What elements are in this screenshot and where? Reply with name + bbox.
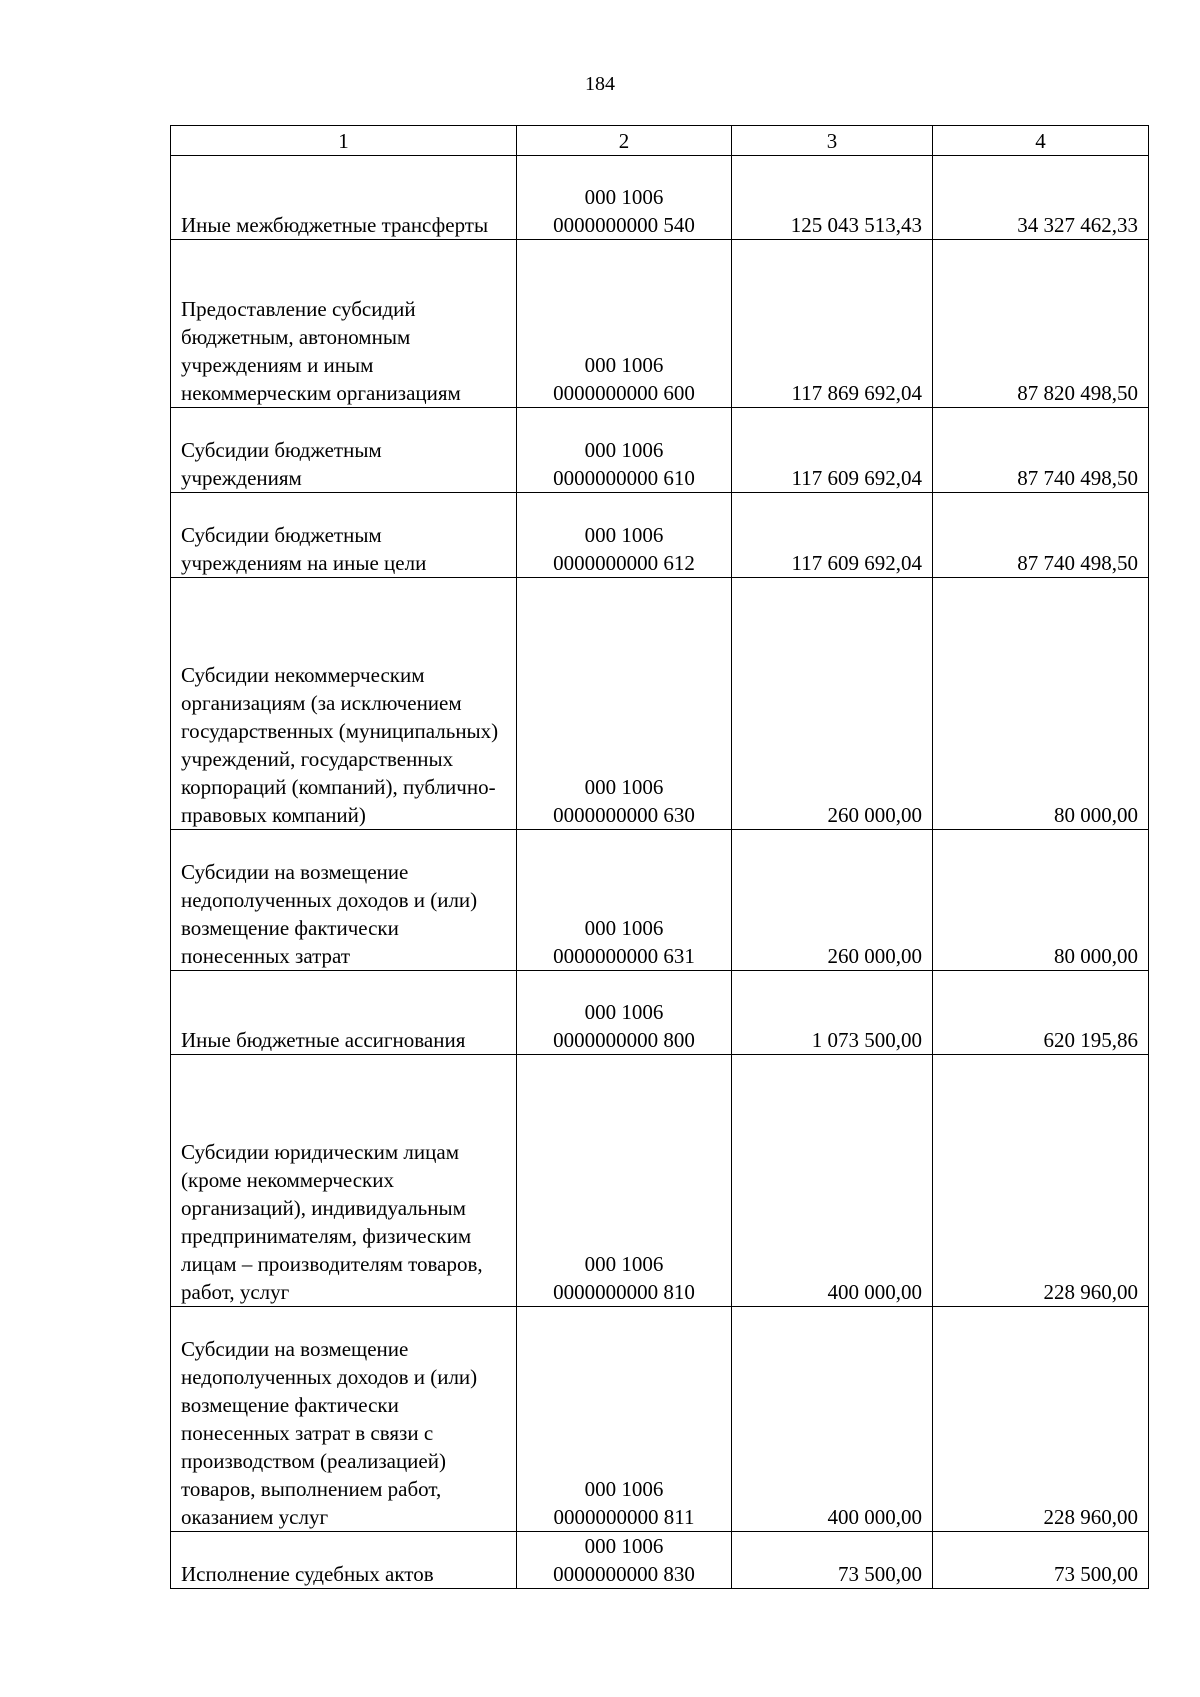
row-amount-col3: 117 869 692,04 [732,240,933,408]
row-code [517,830,732,971]
row-name: Исполнение судебных актов [171,1532,517,1589]
row-code [517,156,732,240]
row-amount-col4: 34 327 462,33 [933,156,1149,240]
row-code-target: 0000000000 810 [553,1280,695,1304]
row-code [517,578,732,830]
table-row [171,493,1149,578]
row-amount-col3: 125 043 513,43 [732,156,933,240]
row-name: Иные бюджетные ассигнования [171,971,517,1055]
column-header: 1 [171,126,517,156]
row-amount-col3: 260 000,00 [732,578,933,830]
row-code [517,1532,732,1589]
table-row [171,971,1149,1055]
row-amount-col4: 228 960,00 [933,1055,1149,1307]
row-code-section: 000 1006 [584,353,664,377]
row-amount-col3: 73 500,00 [732,1532,933,1589]
budget-table [170,125,1149,1589]
row-code-section: 000 1006 [584,1534,664,1558]
table-row [171,578,1149,830]
row-code-section: 000 1006 [584,185,664,209]
row-name: Субсидии бюджетным учреждениям на иные цели [171,493,517,578]
row-amount-col4: 80 000,00 [933,578,1149,830]
row-amount-col3: 260 000,00 [732,830,933,971]
row-code [517,408,732,493]
row-code-section: 000 1006 [584,1252,664,1276]
row-amount-col4: 87 740 498,50 [933,408,1149,493]
row-name: Субсидии на возмещение недополученных доходов и (или) возмещение фактически понесенных затрат [171,830,517,971]
row-code-section: 000 1006 [584,1000,664,1024]
row-code-target: 0000000000 800 [553,1028,695,1052]
row-name: Субсидии бюджетным учреждениям [171,408,517,493]
table-row [171,830,1149,971]
row-amount-col4: 87 740 498,50 [933,493,1149,578]
table-row [171,1307,1149,1532]
row-code-section: 000 1006 [584,1477,664,1501]
row-name: Предоставление субсидий бюджетным, автономным учреждениям и иным некоммерческим организациям [171,240,517,408]
row-amount-col4: 620 195,86 [933,971,1149,1055]
row-code-section: 000 1006 [584,523,664,547]
row-amount-col3: 1 073 500,00 [732,971,933,1055]
row-amount-col3: 400 000,00 [732,1307,933,1532]
table-row [171,1055,1149,1307]
row-name: Субсидии юридическим лицам (кроме некоммерческих организаций), индивидуальным предпринимателям, физическим лицам – производителям товаров, работ, услуг [171,1055,517,1307]
row-name: Субсидии некоммерческим организациям (за исключением государственных (муниципальных) учреждений, государственных корпораций (компаний), публично-правовых компаний) [171,578,517,830]
row-code [517,493,732,578]
row-amount-col3: 117 609 692,04 [732,408,933,493]
row-code [517,1307,732,1532]
row-code [517,240,732,408]
page-number: 184 [585,73,615,95]
table-row [171,1532,1149,1589]
column-header: 2 [517,126,732,156]
row-name: Субсидии на возмещение недополученных доходов и (или) возмещение фактически понесенных затрат в связи с производством (реализацией) товаров, выполнением работ, оказанием услуг [171,1307,517,1532]
row-amount-col3: 117 609 692,04 [732,493,933,578]
row-code-section: 000 1006 [584,438,664,462]
column-header: 4 [933,126,1149,156]
row-amount-col4: 228 960,00 [933,1307,1149,1532]
row-code-target: 0000000000 610 [553,466,695,490]
row-code-target: 0000000000 540 [553,213,695,237]
table-row [171,240,1149,408]
row-name: Иные межбюджетные трансферты [171,156,517,240]
column-header: 3 [732,126,933,156]
row-amount-col4: 87 820 498,50 [933,240,1149,408]
row-amount-col4: 73 500,00 [933,1532,1149,1589]
row-code-target: 0000000000 830 [553,1562,695,1586]
table-header-row [171,126,1149,156]
row-code-target: 0000000000 631 [553,944,695,968]
row-code-target: 0000000000 630 [553,803,695,827]
row-amount-col4: 80 000,00 [933,830,1149,971]
row-amount-col3: 400 000,00 [732,1055,933,1307]
row-code-section: 000 1006 [584,775,664,799]
row-code [517,1055,732,1307]
row-code-target: 0000000000 600 [553,381,695,405]
row-code [517,971,732,1055]
row-code-section: 000 1006 [584,916,664,940]
row-code-target: 0000000000 612 [553,551,695,575]
row-code-target: 0000000000 811 [553,1505,695,1529]
table-row [171,156,1149,240]
table-row [171,408,1149,493]
